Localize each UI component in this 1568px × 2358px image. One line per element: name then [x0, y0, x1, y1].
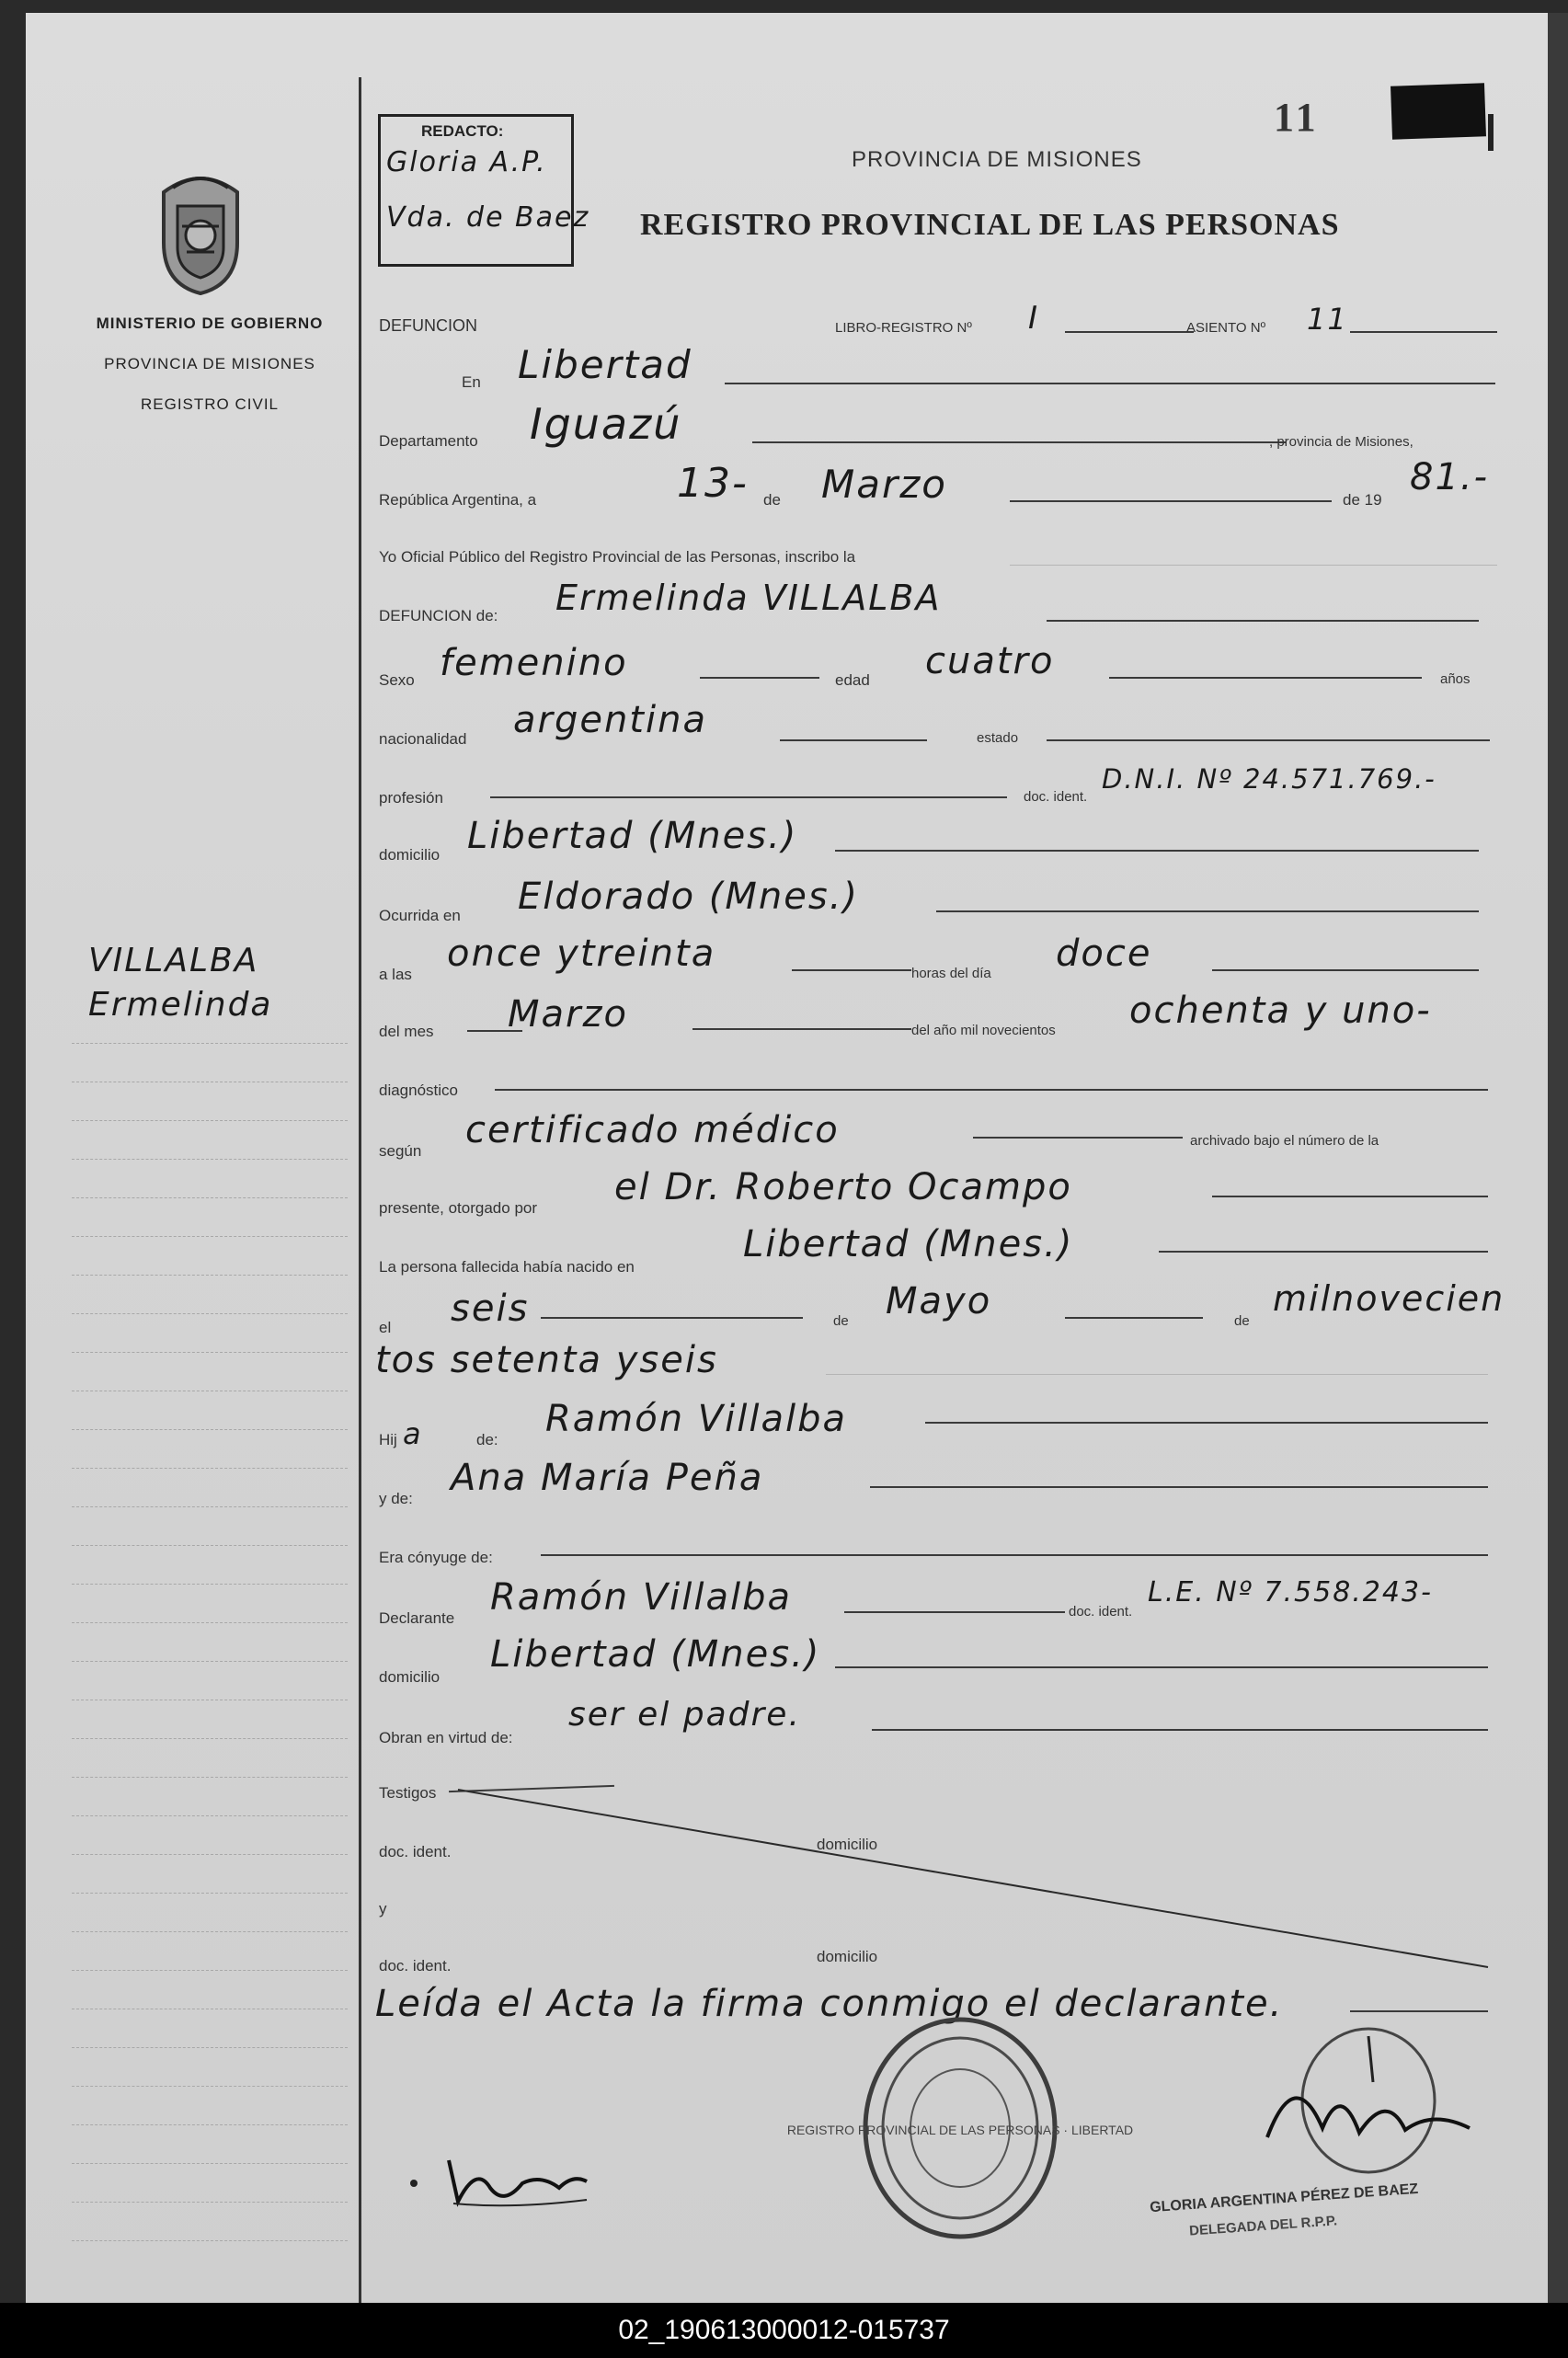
margin-ruled-line — [72, 1970, 348, 1972]
del-mes-label: del mes — [379, 1023, 434, 1040]
redacto-stamp — [378, 114, 590, 267]
margin-ruled-line — [72, 1236, 348, 1238]
conyuge-label: Era cónyuge de: — [379, 1549, 493, 1566]
nacimiento-anio-2: tos setenta yseis — [375, 1339, 718, 1381]
margin-ruled-line — [72, 2009, 348, 2010]
doc-ident-value: D.N.I. Nº 24.571.769.- — [1102, 763, 1436, 795]
testigo2-domicilio-label: domicilio — [817, 1948, 878, 1965]
officer-stamp-name: GLORIA ARGENTINA PÉREZ DE BAEZ — [1149, 2181, 1419, 2216]
margin-ruled-line — [72, 1120, 348, 1122]
republica-label: República Argentina, a — [379, 491, 537, 509]
closing-statement: Leída el Acta la firma conmigo el declarante. — [375, 1983, 1284, 2025]
declarante-label: Declarante — [379, 1609, 455, 1627]
seal-text: REGISTRO PROVINCIAL DE LAS PERSONAS · LIBERTAD — [786, 2123, 1134, 2137]
margin-ruled-line — [72, 2202, 348, 2203]
margin-ruled-line — [72, 1854, 348, 1856]
margin-ruled-line — [72, 1352, 348, 1354]
declarant-signature-icon — [403, 2146, 605, 2220]
hij-suffix: a — [403, 1416, 423, 1451]
obran-label: Obran en virtud de: — [379, 1729, 513, 1746]
segun-label: según — [379, 1142, 422, 1160]
margin-ruled-line — [72, 1777, 348, 1779]
anios-label: años — [1440, 671, 1471, 687]
province-title: PROVINCIA DE MISIONES — [852, 147, 1142, 172]
edad-value: cuatro — [925, 640, 1055, 682]
domicilio-label: domicilio — [379, 846, 441, 864]
ocurrida-label: Ocurrida en — [379, 907, 461, 924]
horas-label: horas del día — [911, 966, 991, 981]
asiento-label: ASIENTO Nº — [1186, 320, 1266, 336]
declarante-doc-value: L.E. Nº 7.558.243- — [1148, 1576, 1433, 1608]
a-las-value: once ytreinta — [447, 933, 716, 975]
margin-ruled-line — [72, 1815, 348, 1817]
margin-ruled-line — [72, 1738, 348, 1740]
redacto-surname: Vda. de Baez — [386, 201, 590, 234]
margin-ruled-line — [72, 2086, 348, 2088]
officer-signature-icon — [1258, 2027, 1479, 2174]
fecha-de-label: de — [763, 491, 781, 509]
del-mes-value: Marzo — [508, 993, 628, 1036]
anio-mil-label: del año mil novecientos — [911, 1023, 1056, 1038]
margin-ruled-line — [72, 1468, 348, 1470]
a-las-label: a las — [379, 966, 412, 983]
asiento-value: 11 — [1307, 302, 1348, 337]
estado-label: estado — [977, 730, 1019, 746]
sexo-value: femenino — [440, 642, 628, 684]
madre-value: Ana María Peña — [451, 1457, 764, 1499]
presente-value: el Dr. Roberto Ocampo — [614, 1166, 1072, 1208]
segun-value: certificado médico — [465, 1109, 840, 1151]
testigos-label: Testigos — [379, 1784, 437, 1802]
domicilio-value: Libertad (Mnes.) — [467, 815, 798, 857]
fecha-mes: Marzo — [821, 462, 947, 507]
coat-of-arms-icon — [145, 169, 256, 298]
margin-ruled-line — [72, 2124, 348, 2126]
libro-label: LIBRO-REGISTRO Nº — [835, 320, 972, 336]
testigo2-doc-label: doc. ident. — [379, 1957, 452, 1975]
ministry-heading: MINISTERIO DE GOBIERNO — [96, 315, 324, 332]
edad-label: edad — [835, 671, 870, 689]
obran-value: ser el padre. — [568, 1696, 801, 1734]
diagnostico-label: diagnóstico — [379, 1082, 459, 1099]
margin-ruled-line — [72, 1082, 348, 1083]
margin-ruled-line — [72, 2240, 348, 2242]
hij-de-label: de: — [476, 1431, 498, 1448]
margin-ruled-line — [72, 1197, 348, 1199]
nacimiento-mes: Mayo — [886, 1280, 992, 1322]
nacido-value: Libertad (Mnes.) — [743, 1223, 1074, 1265]
nacimiento-de-label: de — [833, 1313, 849, 1329]
margin-ruled-line — [72, 1159, 348, 1161]
horas-value: doce — [1056, 933, 1152, 975]
margin-ruled-line — [72, 2047, 348, 2049]
witness-cancel-stroke — [458, 1779, 1497, 1981]
margin-ruled-line — [72, 1545, 348, 1547]
margin-ruled-line — [72, 1313, 348, 1315]
book-binding-edge — [1548, 13, 1568, 2303]
nacimiento-de2-label: de — [1234, 1313, 1250, 1329]
record-type-label: DEFUNCION — [379, 316, 477, 335]
margin-ruled-line — [72, 1622, 348, 1624]
province-subheading: PROVINCIA DE MISIONES — [104, 355, 315, 372]
official-seal-icon — [786, 2013, 1134, 2243]
el-label: el — [379, 1319, 392, 1336]
declarante-domicilio-label: domicilio — [379, 1668, 441, 1686]
fecha-anio: 81.- — [1410, 456, 1490, 498]
nacionalidad-label: nacionalidad — [379, 730, 467, 748]
registry-title: REGISTRO PROVINCIAL DE LAS PERSONAS — [640, 208, 1340, 242]
ocurrida-value: Eldorado (Mnes.) — [518, 876, 860, 918]
officer-stamp-title: DELEGADA DEL R.P.P. — [1188, 2213, 1338, 2239]
margin-ruled-line — [72, 1275, 348, 1276]
page-number: 11 — [1274, 95, 1320, 140]
padre-value: Ramón Villalba — [545, 1398, 848, 1440]
libro-value: I — [1028, 300, 1040, 337]
hij-label: Hij — [379, 1431, 397, 1448]
redaction-block — [1391, 83, 1486, 140]
margin-ruled-line — [72, 1893, 348, 1894]
redacto-name: Gloria A.P. — [386, 146, 547, 178]
doc-ident-label: doc. ident. — [1024, 789, 1088, 805]
margin-ruled-line — [72, 2163, 348, 2165]
margin-ruled-line — [72, 1506, 348, 1508]
testigo1-doc-label: doc. ident. — [379, 1843, 452, 1860]
testigo1-domicilio-label: domicilio — [817, 1836, 878, 1853]
oficial-statement: Yo Oficial Público del Registro Provincial de las Personas, inscribo la — [379, 548, 856, 566]
provincia-suffix: , provincia de Misiones, — [1269, 434, 1413, 450]
en-label: En — [462, 373, 481, 391]
y-label: y — [379, 1900, 387, 1917]
archivado-label: archivado bajo el número de la — [1190, 1133, 1379, 1149]
image-id-caption: 02_190613000012-015737 — [0, 2303, 1568, 2358]
nacionalidad-value: argentina — [513, 699, 707, 741]
presente-label: presente, otorgado por — [379, 1199, 538, 1217]
sexo-label: Sexo — [379, 671, 415, 689]
declarante-value: Ramón Villalba — [490, 1576, 793, 1619]
declarante-domicilio-value: Libertad (Mnes.) — [490, 1633, 821, 1676]
margin-surname: VILLALBA — [88, 942, 259, 979]
fecha-dia: 13- — [677, 460, 749, 507]
margin-ruled-line — [72, 1931, 348, 1933]
y-de-label: y de: — [379, 1490, 413, 1507]
margin-ruled-line — [72, 1043, 348, 1045]
registry-subheading: REGISTRO CIVIL — [140, 395, 280, 413]
defuncion-de-value: Ermelinda VILLALBA — [555, 578, 942, 618]
fecha-de19-label: de 19 — [1343, 491, 1382, 509]
margin-ruled-line — [72, 1584, 348, 1585]
margin-ruled-line — [72, 1700, 348, 1701]
redacto-label: REDACTO: — [421, 122, 504, 140]
defuncion-de-label: DEFUNCION de: — [379, 607, 498, 624]
anio-mil-value: ochenta y uno- — [1129, 990, 1432, 1032]
margin-ruled-line — [72, 1391, 348, 1392]
margin-divider — [359, 77, 361, 2303]
en-value: Libertad — [518, 342, 692, 387]
departamento-value: Iguazú — [530, 399, 682, 449]
nacimiento-dia: seis — [451, 1288, 530, 1330]
margin-ruled-line — [72, 1429, 348, 1431]
profesion-label: profesión — [379, 789, 443, 807]
margin-ruled-line — [72, 1661, 348, 1663]
nacido-label: La persona fallecida había nacido en — [379, 1258, 635, 1276]
margin-given-name: Ermelinda — [88, 986, 273, 1024]
declarante-doc-label: doc. ident. — [1069, 1604, 1133, 1620]
document-page — [26, 13, 1548, 2303]
departamento-label: Departamento — [379, 432, 478, 450]
nacimiento-anio-1: milnovecien — [1273, 1278, 1505, 1319]
